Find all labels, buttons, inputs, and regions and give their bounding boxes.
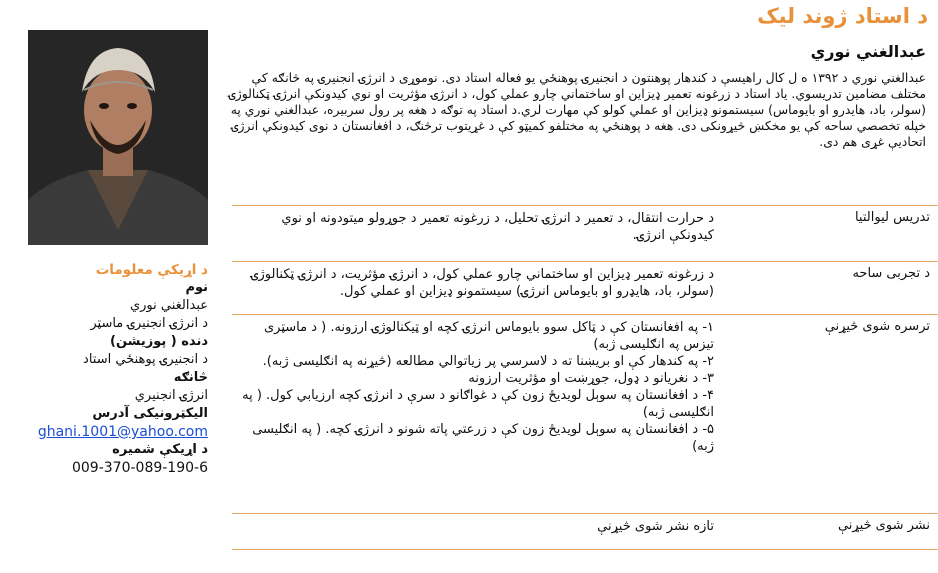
contact-position-value: د انجنیرۍ پوهنځي استاد [83,352,208,367]
profile-photo [28,30,208,245]
table-row [232,315,938,514]
contact-email-label: الیکټرونیکی آدرس [92,406,208,421]
detail-key: تدریس لیوالتیا [754,206,938,262]
contact-department-value: انرژۍ انجنیري [134,388,208,403]
contact-position-label: دنده ( پوزیشن) [110,334,208,349]
contact-info [8,261,208,477]
contact-email-link[interactable]: ghani.1001@yahoo.com [37,424,208,440]
research-item: ۴- د افغانستان په سوېل لویدیځ زون کې د غواګانو د سرې د انرژۍ کچه ارزیابي کول. ( په انګلیسی ژبه) [242,388,714,420]
research-item: ۵- د افغانستان په سوېل لویدیځ زون کې د زرعتي پاته شونو د انرژۍ کچه. ( په انګلیسی ژبه) [252,422,714,454]
page-title: د استاد ژوند لیک [757,4,928,28]
detail-key: ترسره شوی څیړنې [754,315,938,514]
detail-value: د حرارت انتقال، د تعمیر د انرژۍ تحلیل، د زرغونه تعمیر د جوړولو میتودونه او نوي کیدونکې انرژۍ. [232,206,754,262]
table-row [232,262,938,315]
research-item: ۳- د نغریانو د ډول، جوړښت او مؤثریت ارزونه [468,371,714,386]
details-table [232,205,938,550]
contact-phone-label: د اړیکې شمیره [112,442,208,457]
table-row [232,514,938,550]
table-row [232,206,938,262]
research-item: ۱- په افغانستان کې د ټاکل سوو بایوماس انرژۍ کچه او ټیکنالوژۍ ارزونه. ( د ماسټری تیزس په انګلیسی ژبه) [264,320,714,352]
detail-value: د زرغونه تعمیر ډیزاین او ساختماني چارو عملي کول، د انرژۍ مؤثریت، د انرژۍ ټکنالوژۍ (سولر، باد، هایډرو او بایوماس انرژۍ) سیستمونو ډیزاین او عملي کول. [232,262,754,315]
research-list [232,315,754,514]
detail-value: تازه نشر شوی څیړنې [232,514,754,550]
contact-name-label: نوم [185,280,208,295]
contact-department-label: څانګه [173,370,208,385]
research-item: ۲- په کندهار کې او بریښنا ته د لاسرسي پر زیاتوالي مطالعه (څیړنه په انګلیسی ژبه). [262,354,714,369]
contact-degree: د انرژۍ انجنیرۍ ماسټر [90,316,208,331]
contact-phone-value: 009-370-089-190-6 [71,460,208,476]
contact-name-value: عبدالغني نوري [129,298,208,313]
contact-section-title: د اړیکې معلومات [95,262,208,278]
profile-name: عبدالغني نوري [810,42,926,61]
detail-key: نشر شوی څیړنې [754,514,938,550]
detail-key: د تجربی ساحه [754,262,938,315]
profile-bio: عبدالغني نوري د ۱۳۹۲ ه ل کال راهیسې د کندهار پوهنتون د انجنیرۍ پوهنځي یو فعاله استاد دی. نوموړی د انرژۍ انجنیرۍ په څانګه کې مختلف مضامین تدریسوي. یاد استاد د زرغونه تعمیر ډیزاین او ساختماني چارو عملي کول، د انرژۍ مؤثریت او نوي کیدونکې انرژۍ ټکنالوژۍ (سولر، باد، هایدرو او بایوماس) سیستمونو ډیزاین او عملي کولو کې مهارت لري.د استاد په توګه د هغه پر رول سربیره، عبدالغني نوري په خپله تخصصي ساحه کې یو مخکښ څیړونکی دی. هغه د پوهنځي په مختلفو کمیټو کې د غړیتوب ترڅنګ، د افغانستان د نوی کیدونکې انرژۍ اتحادیې غړی هم دی. [228,70,926,149]
